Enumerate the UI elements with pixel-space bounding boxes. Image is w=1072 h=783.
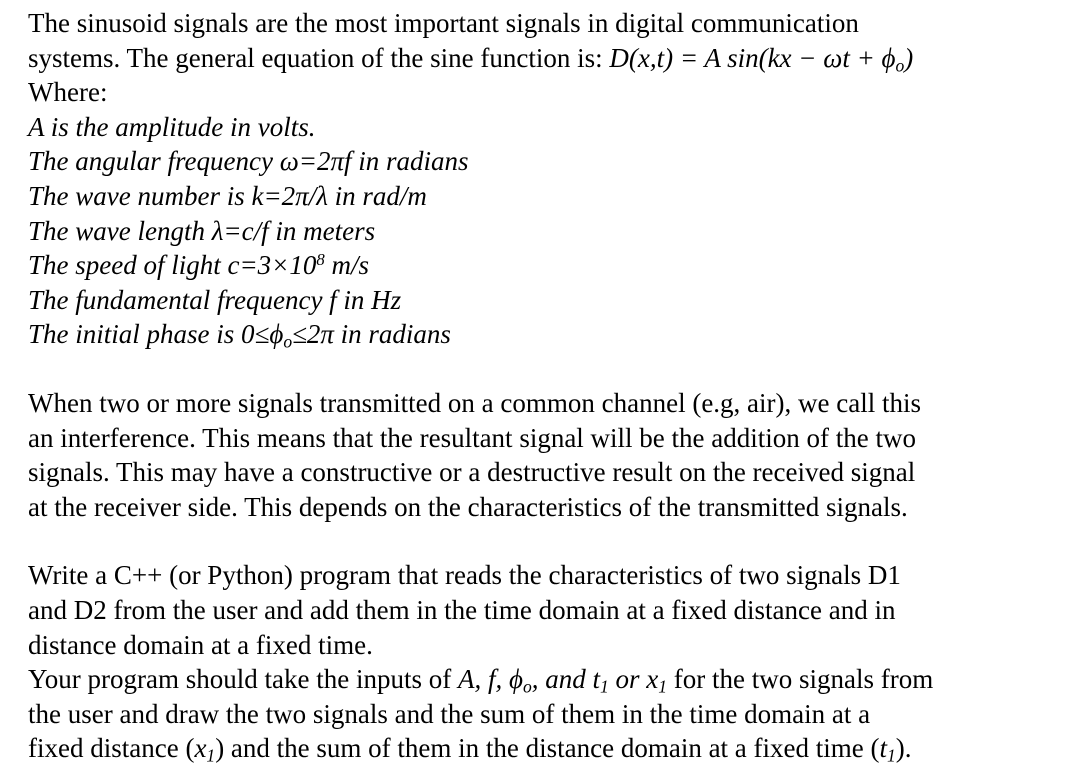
- task-line-4-end: for the two signals from: [667, 664, 934, 695]
- initial-phase-text: The initial phase is 0≤ϕ: [28, 319, 284, 350]
- task-line-4: [28, 662, 1058, 697]
- interference-line-3: signals. This may have a constructive or a destructive result on the received signal: [28, 457, 916, 488]
- definition-wave-length: The wave length λ=c/f in meters: [28, 215, 376, 246]
- task-or-x: or x: [608, 664, 659, 695]
- fixed-time-var: t: [879, 733, 888, 764]
- paragraph-gap: [28, 524, 1058, 558]
- definition-wave-number: The wave number is k=2π/λ in rad/m: [28, 180, 427, 211]
- task-x-subscript: 1: [658, 676, 668, 697]
- definitions-list: [28, 110, 1058, 352]
- interference-line-2: an interference. This means that the resultant signal will be the addition of the two: [28, 422, 916, 453]
- task-t-subscript: 1: [599, 676, 609, 697]
- task-line-3: distance domain at a fixed time.: [28, 629, 373, 660]
- task-line-6-text: fixed distance (: [28, 733, 195, 764]
- initial-phase-subscript: o: [283, 331, 293, 352]
- fixed-distance-subscript: 1: [206, 745, 216, 766]
- interference-line-4: at the receiver side. This depends on the characteristics of the transmitted signals.: [28, 491, 908, 522]
- intro-line-1: The sinusoid signals are the most important signals in digital communication: [28, 8, 859, 38]
- interference-line-1: When two or more signals transmitted on a common channel (e.g, air), we call this: [28, 387, 921, 418]
- intro-paragraph: [28, 6, 1058, 110]
- task-line-2: and D2 from the user and add them in the time domain at a fixed distance and in: [28, 594, 896, 625]
- definition-angular-frequency: The angular frequency ω=2πf in radians: [28, 146, 469, 177]
- definition-initial-phase: [28, 317, 1058, 352]
- speed-of-light-exponent: 8: [316, 249, 325, 269]
- where-label: Where:: [28, 77, 108, 108]
- task-line-1: Write a C++ (or Python) program that reads the characteristics of two signals D1: [28, 560, 901, 591]
- sine-equation-text: D(x,t) = A sin(kx − ωt + ϕ: [609, 42, 896, 73]
- task-line-4-text: Your program should take the inputs of: [28, 664, 458, 695]
- speed-of-light-unit: m/s: [324, 250, 370, 281]
- definition-amplitude: A is the amplitude in volts.: [28, 111, 316, 142]
- definition-fundamental-frequency: The fundamental frequency f in Hz: [28, 284, 402, 315]
- intro-line-2: [28, 41, 1058, 76]
- sine-equation: [609, 43, 913, 73]
- task-input-variables: [457, 664, 668, 697]
- task-vars-subscript: o: [522, 676, 532, 697]
- sine-equation-close: ): [904, 42, 914, 73]
- fixed-time-subscript: 1: [887, 745, 896, 766]
- interference-paragraph: [28, 386, 1058, 524]
- task-line-6: [28, 731, 1058, 766]
- task-line-6-end: ).: [895, 733, 912, 764]
- fixed-distance-var: x: [194, 733, 207, 764]
- task-and-t: , and t: [531, 664, 600, 695]
- sine-equation-subscript: o: [895, 54, 905, 75]
- definition-speed-of-light: [28, 248, 1058, 283]
- document-body: [28, 6, 1058, 766]
- task-line-6-middle: ) and the sum of them in the distance domain at a fixed time (: [215, 733, 880, 764]
- task-vars-text: A, f, ϕ: [457, 664, 523, 695]
- speed-of-light-text: The speed of light c=3×10: [28, 250, 317, 281]
- task-paragraph: [28, 558, 1058, 766]
- initial-phase-range: ≤2π in radians: [292, 319, 451, 350]
- task-line-5: the user and draw the two signals and the sum of them in the time domain at a: [28, 698, 871, 729]
- intro-line-2-text: systems. The general equation of the sine function is:: [28, 42, 610, 73]
- paragraph-gap: [28, 352, 1058, 386]
